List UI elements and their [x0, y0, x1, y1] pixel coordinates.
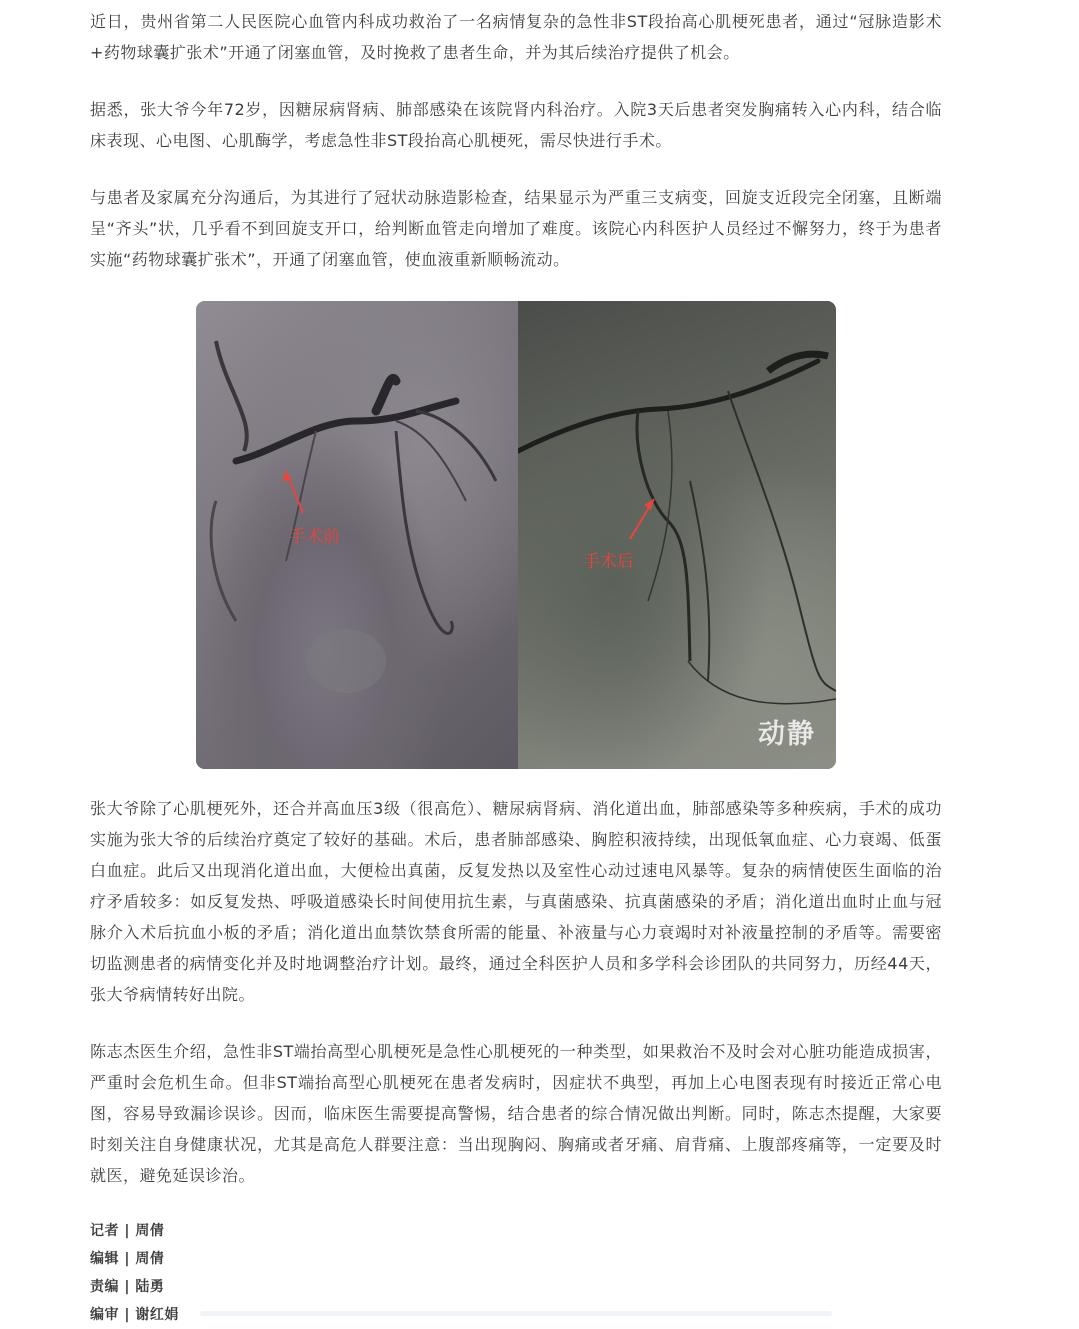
vessel-drawing-after [518, 301, 836, 769]
article [90, 6, 942, 1329]
paragraph-5: 陈志杰医生介绍，急性非ST端抬高型心肌梗死是急性心肌梗死的一种类型，如果救治不及时会对心脏功能造成损害，严重时会危机生命。但非ST端抬高型心肌梗死在患者发病时，因症状不典型，再加上心电图表现有时接近正常心电图，容易导致漏诊误诊。因而，临床医生需要提高警惕，结合患者的综合情况做出判断。同时，陈志杰提醒，大家要时刻关注自身健康状况，尤其是高危人群要注意：当出现胸闷、胸痛或者牙痛、肩背痛、上腹部疼痛等，一定要及时就医，避免延误诊治。 [90, 1042, 942, 1185]
paragraph-2: 据悉，张大爷今年72岁，因糖尿病肾病、肺部感染在该院肾内科治疗。入院3天后患者突发胸痛转入心内科，结合临床表现、心电图、心肌酶学，考虑急性非ST段抬高心肌梗死，需尽快进行手术。 [90, 100, 942, 150]
after-surgery-label: 手术后 [583, 552, 634, 572]
after-surgery-panel [518, 301, 836, 769]
watermark-logo: 动静 [758, 719, 816, 750]
credit-reviewer: 编审 | 谢红娟 [90, 1307, 179, 1323]
angiography-image [196, 301, 836, 769]
bottom-card-edge [200, 1311, 832, 1316]
paragraph-4: 张大爷除了心肌梗死外，还合并高血压3级（很高危）、糖尿病肾病、消化道出血，肺部感染等多种疾病，手术的成功实施为张大爷的后续治疗奠定了较好的基础。术后，患者肺部感染、胸腔积液持续，出现低氧血症、心力衰竭、低蛋白血症。此后又出现消化道出血，大便检出真菌，反复发热以及室性心动过速电风暴等。复杂的病情使医生面临的治疗矛盾较多：如反复发热、呼吸道感染长时间使用抗生素，与真菌感染、抗真菌感染的矛盾；消化道出血时止血与冠脉介入术后抗血小板的矛盾；消化道出血禁饮禁食所需的能量、补液量与心力衰竭时对补液量控制的矛盾等。需要密切监测患者的病情变化并及时地调整治疗计划。最终，通过全科医护人员和多学科会诊团队的共同努力，历经44天，张大爷病情转好出院。 [90, 799, 942, 1004]
paragraph-1: 近日，贵州省第二人民医院心血管内科成功救治了一名病情复杂的急性非ST段抬高心肌梗死患者，通过“冠脉造影术+药物球囊扩张术”开通了闭塞血管，及时挽救了患者生命，并为其后续治疗提供了机会。 [90, 12, 942, 62]
credit-editor: 编辑 | 周倩 [90, 1251, 165, 1267]
vessel-drawing-before [196, 301, 518, 769]
credit-reporter: 记者 | 周倩 [90, 1223, 165, 1239]
before-surgery-label: 手术前 [289, 527, 340, 547]
paragraph-3: 与患者及家属充分沟通后，为其进行了冠状动脉造影检查，结果显示为严重三支病变，回旋支近段完全闭塞，且断端呈“齐头”状，几乎看不到回旋支开口，给判断血管走向增加了难度。该院心内科医护人员经过不懈努力，终于为患者实施“药物球囊扩张术”，开通了闭塞血管，使血液重新顺畅流动。 [90, 188, 942, 269]
credit-responsible-editor: 责编 | 陆勇 [90, 1279, 165, 1295]
before-surgery-panel [196, 301, 518, 769]
